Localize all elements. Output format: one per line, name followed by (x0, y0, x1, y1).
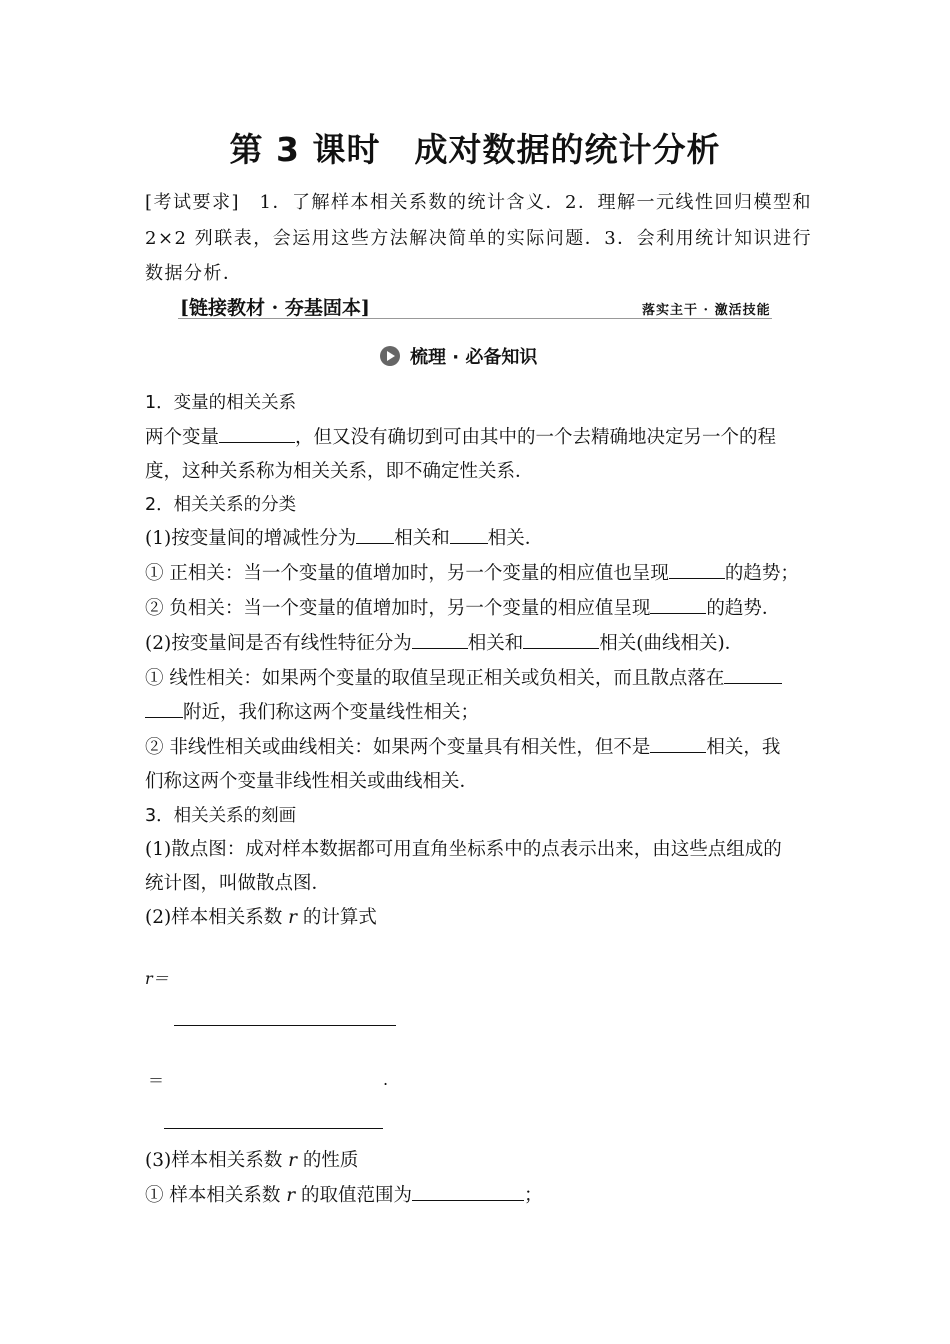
section-subtitle: 落实主干 · 激活技能 (642, 303, 771, 318)
p2-line-e2: 附近，我们称这两个变量线性相关； (145, 698, 479, 724)
p3-line-c: (3)样本相关系数 r 的性质 (145, 1150, 359, 1171)
blank (412, 1182, 524, 1201)
requirement-line-3: 数据分析． (145, 263, 243, 284)
p3-line-a1: (1)散点图：成对样本数据都可用直角坐标系中的点表示出来，由这些点组成的 (145, 839, 782, 860)
blank (523, 630, 599, 649)
blank (412, 630, 468, 649)
formula-equals: ＝ (148, 1071, 165, 1090)
requirement-line-1: [考试要求] 1．了解样本相关系数的统计含义．2．理解一元线性回归模型和 (145, 192, 812, 213)
blank (650, 595, 706, 614)
blank (724, 665, 782, 684)
subsection-heading: 梳理 · 必备知识 (410, 347, 538, 368)
p2-line-f: ② 非线性相关或曲线相关：如果两个变量具有相关性，但不是 相关，我 (145, 733, 780, 759)
play-circle-icon (380, 346, 400, 366)
p1-line-2: 度，这种关系称为相关关系，即不确定性关系． (145, 461, 534, 482)
p3-line-a2: 统计图，叫做散点图． (145, 873, 331, 894)
blank (450, 525, 488, 544)
p2-line-b: ① 正相关：当一个变量的值增加时，另一个变量的相应值也呈现 的趋势； (145, 559, 799, 585)
p3-line-b: (2)样本相关系数 r 的计算式 (145, 907, 377, 928)
p2-line-e1: ① 线性相关：如果两个变量的取值呈现正相关或负相关，而且散点落在 (145, 664, 782, 690)
section-title: [链接教材 · 夯基固本] (180, 297, 370, 319)
heading-2: 2．相关关系的分类 (145, 495, 297, 515)
heading-3: 3．相关关系的刻画 (145, 806, 297, 826)
p2-line-f3: 们称这两个变量非线性相关或曲线相关． (145, 771, 479, 792)
heading-1: 1．变量的相关关系 (145, 393, 297, 413)
blank (145, 699, 183, 718)
p2-line-d: (2)按变量间是否有线性特征分为 相关和 相关(曲线相关)． (145, 629, 743, 655)
p2-line-c: ② 负相关：当一个变量的值增加时，另一个变量的相应值呈现 的趋势． (145, 594, 780, 620)
blank (650, 734, 706, 753)
fraction-bar-1 (174, 1025, 396, 1026)
p3-line-d: ① 样本相关系数 r 的取值范围为 ； (145, 1181, 543, 1207)
formula-period: . (383, 1070, 389, 1089)
blank (356, 525, 394, 544)
blank (669, 560, 725, 579)
fraction-bar-2 (164, 1128, 383, 1129)
blank (219, 424, 295, 443)
p2-line-a: (1)按变量间的增减性分为 相关和 相关． (145, 524, 543, 550)
formula-r-equals: r＝ (145, 969, 169, 988)
requirement-line-2: 2×2 列联表，会运用这些方法解决简单的实际问题．3．会利用统计知识进行 (145, 228, 813, 249)
p1-line-1: 两个变量 ，但又没有确切到可由其中的一个去精确地决定另一个的程 (145, 423, 776, 449)
page-title: 第 3 课时 成对数据的统计分析 (229, 130, 721, 169)
